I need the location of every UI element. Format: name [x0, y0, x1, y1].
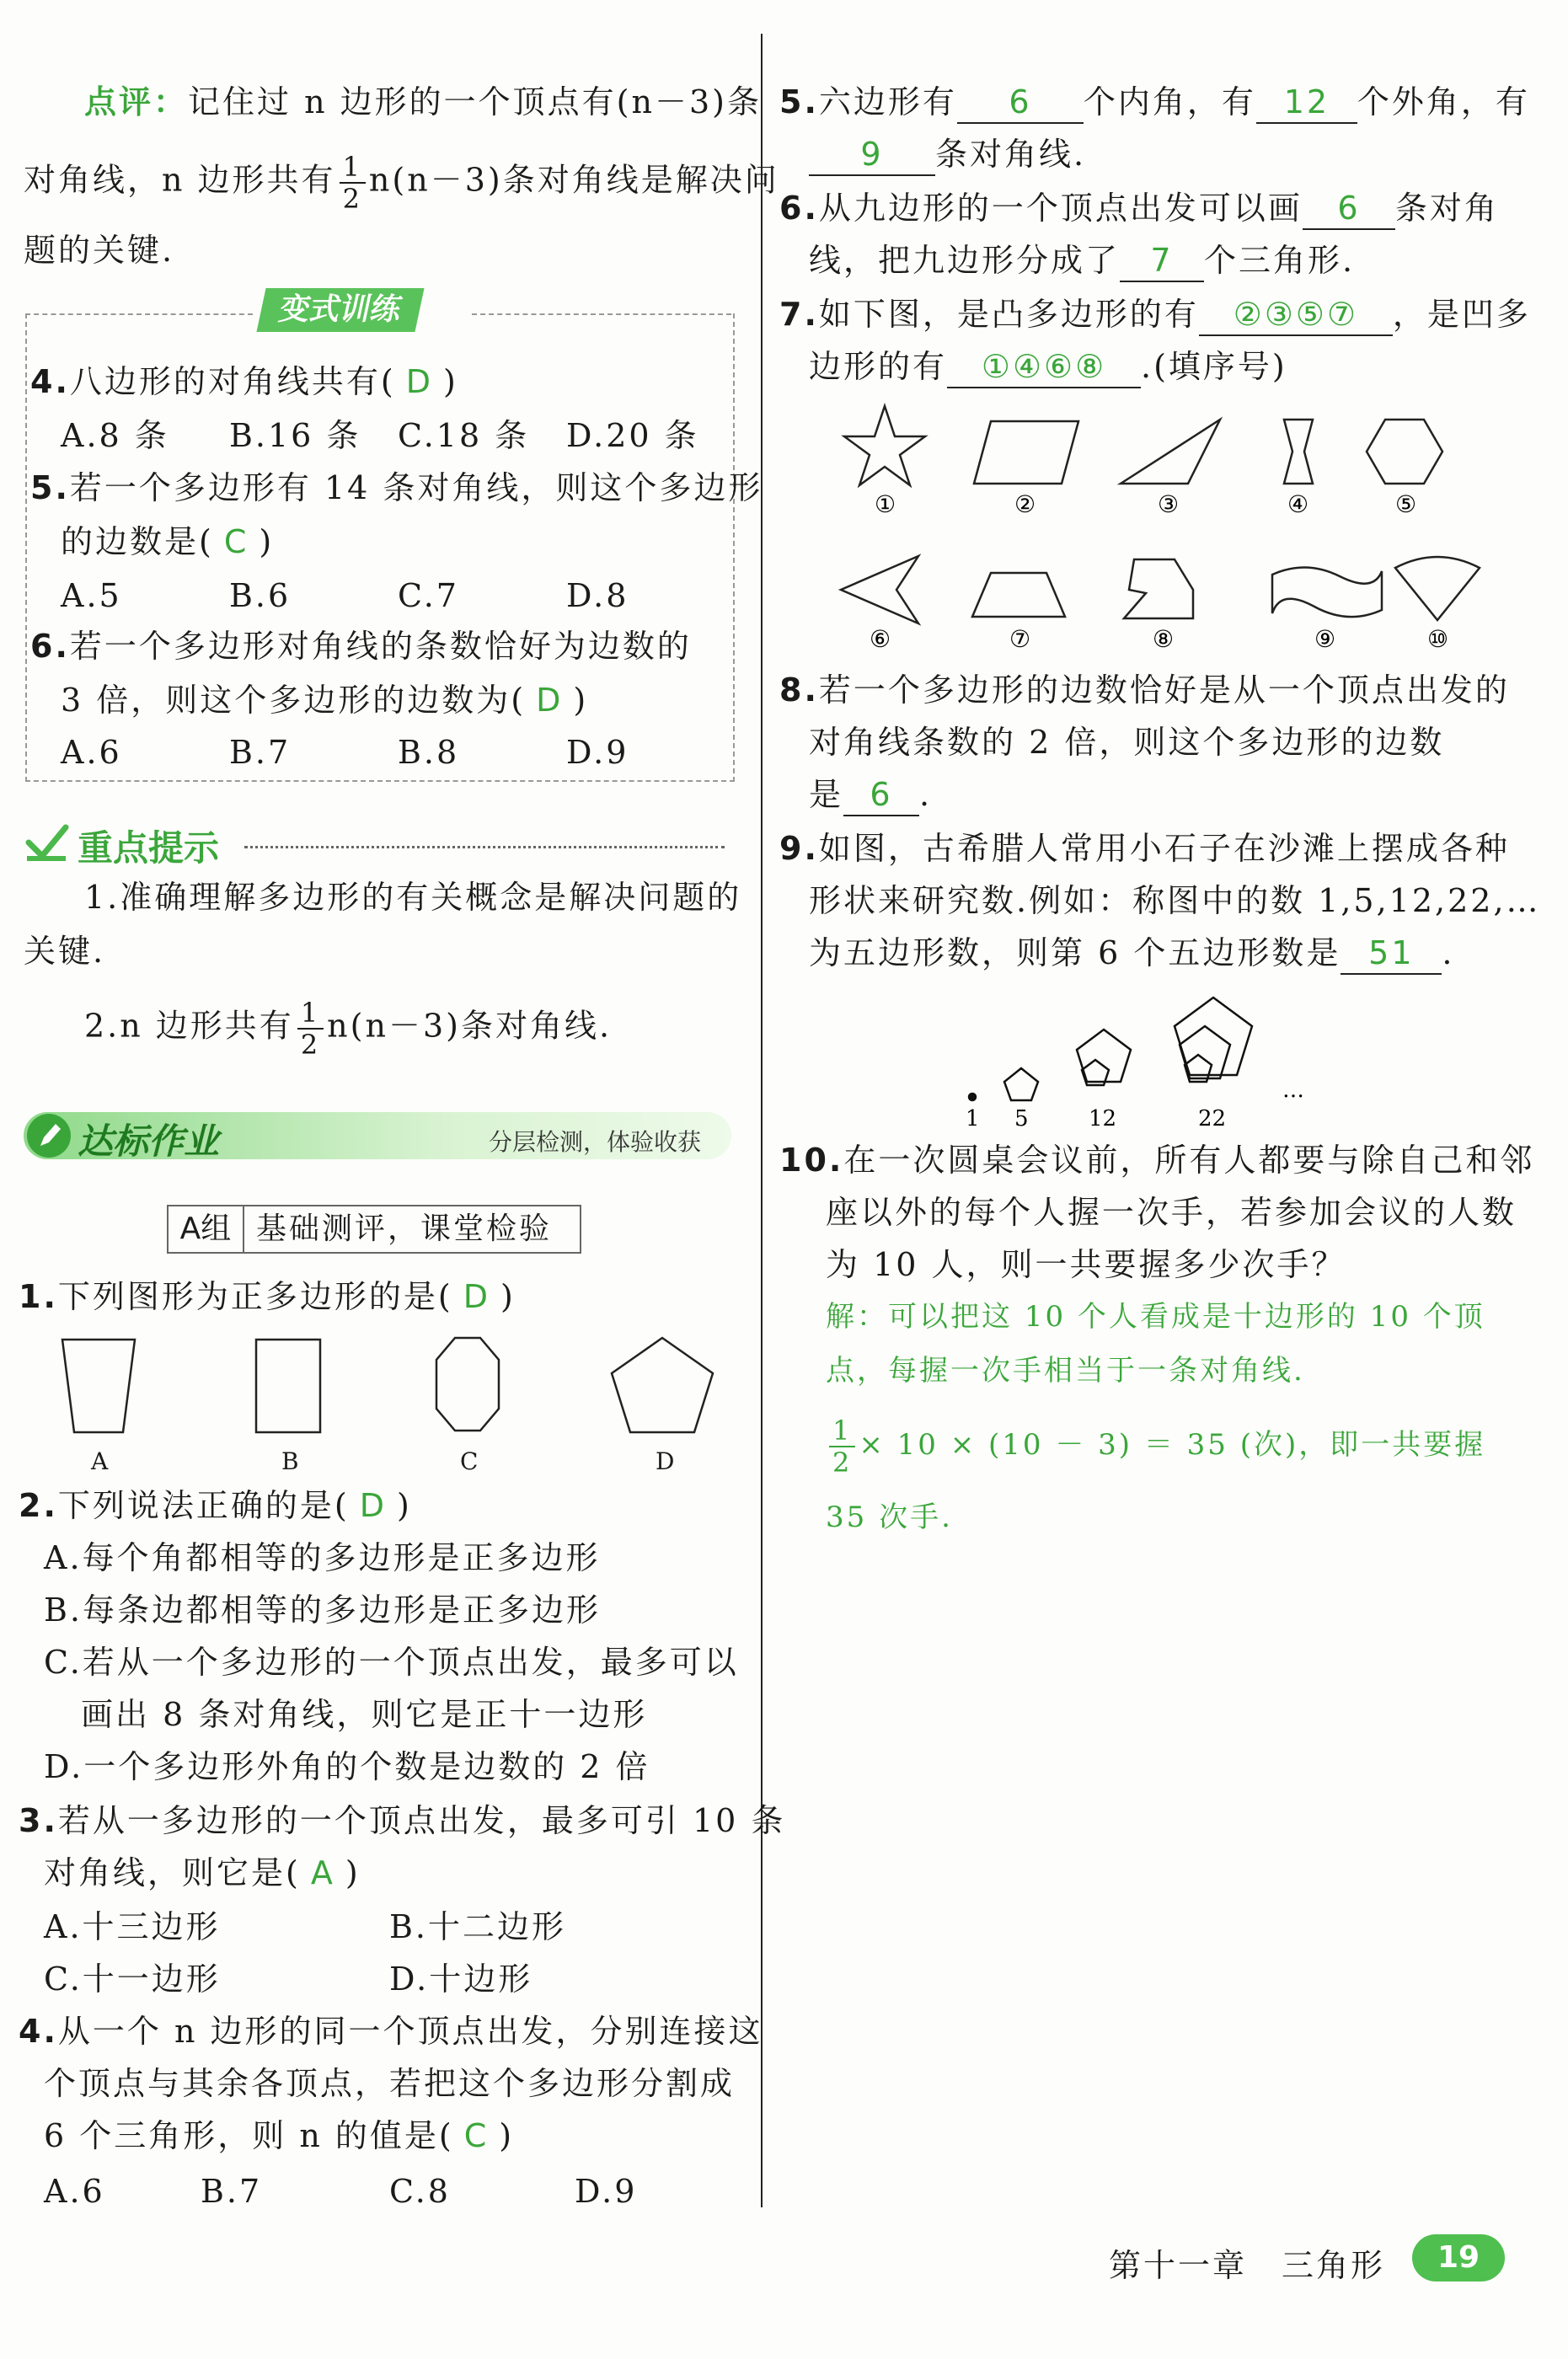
question-stem: 下列图形为正多边形的是(: [57, 1278, 453, 1315]
question-stem: 3 倍，则这个多边形的边数为(: [61, 682, 527, 719]
star-shape: [844, 406, 925, 485]
fraction-den: 2: [342, 183, 362, 215]
q9: [779, 822, 1510, 875]
question-text: .: [919, 776, 933, 813]
figure-label: ⑨: [1314, 625, 1336, 653]
pencil-icon: [25, 1112, 72, 1163]
comment-text: 记住过 n 边形的一个顶点有(n－3)条: [188, 83, 762, 120]
q2-option-b: B.每条边都相等的多边形是正多边形: [44, 1591, 602, 1629]
variant-q6: [30, 620, 692, 672]
question-stem: 下列说法正确的是(: [57, 1487, 350, 1524]
triangle-shape: [1121, 420, 1220, 484]
option: B.16 条: [229, 417, 361, 454]
question-text: .(填序号): [1141, 348, 1287, 385]
q7: [779, 288, 1531, 340]
paren: ): [573, 682, 589, 719]
q6: [779, 182, 1499, 234]
q10-line2: 座以外的每个人握一次手，若参加会议的人数: [826, 1194, 1517, 1231]
question-number: 4.: [30, 363, 70, 400]
dotted-rule: [244, 846, 725, 848]
question-stem: 若从一多边形的一个顶点出发，最多可引 10 条: [57, 1802, 786, 1839]
sector-shape: [1395, 557, 1480, 620]
question-text: 线，把九边形分成了: [809, 242, 1121, 279]
group-label: A组: [169, 1206, 244, 1252]
fraction-den: 2: [832, 1447, 853, 1479]
answer-blank: 7: [1120, 240, 1204, 282]
question-number: 4.: [19, 2013, 58, 2050]
q5: [779, 76, 1530, 128]
question-number: 9.: [779, 830, 819, 867]
q10-solution-4: 35 次手.: [826, 1500, 953, 1534]
question-number: 3.: [19, 1802, 58, 1839]
q9-line3: [809, 927, 1454, 979]
q10-line3: 为 10 人，则一共要握多少次手？: [826, 1246, 1346, 1283]
question-stem: 对角线，则它是(: [44, 1854, 301, 1891]
question-text: 如图，古希腊人常用小石子在沙滩上摆成各种: [818, 830, 1510, 867]
answer-blank: 51: [1341, 933, 1442, 975]
question-text: 从九边形的一个顶点出发可以画: [818, 190, 1303, 227]
options: [44, 2165, 718, 2217]
figure-label: ③: [1158, 490, 1180, 518]
answer: C: [463, 2117, 490, 2154]
comment-label: 点评：: [84, 83, 189, 120]
q7-line2: [809, 340, 1287, 393]
comment-line-1: [84, 76, 762, 128]
option: C.十一边形: [44, 1960, 221, 1998]
option: B.7: [201, 2173, 263, 2210]
question-number: 6.: [30, 628, 70, 665]
key-text: 2.n 边形共有: [84, 1007, 294, 1045]
option: A.6: [44, 2173, 105, 2210]
variant-title: 变式训练: [256, 288, 424, 332]
octagon-shape: [436, 1338, 499, 1431]
question-number: 2.: [19, 1487, 58, 1524]
answer-blank: 6: [957, 82, 1084, 124]
q10: [779, 1134, 1534, 1186]
question-number: 5.: [779, 83, 819, 120]
q1: [19, 1270, 516, 1323]
checkmark-icon: [24, 819, 71, 869]
group-box: [167, 1205, 581, 1254]
variant-q5-line2: [61, 516, 274, 568]
paren: ): [396, 1487, 412, 1524]
question-text: 若一个多边形的边数恰好是从一个顶点出发的: [818, 671, 1510, 709]
answer-blank: 9: [809, 134, 935, 176]
q4-line3: [44, 2110, 514, 2162]
question-text: 是: [809, 776, 844, 813]
question-stem: 的边数是(: [61, 523, 214, 560]
answer-blank: 6: [1303, 188, 1395, 230]
q9-line2: 形状来研究数.例如：称图中的数 1,5,12,22,…: [809, 882, 1541, 919]
trapezoid-shape: [972, 573, 1065, 617]
key-point-1b: 关键.: [24, 933, 106, 970]
question-number: 5.: [30, 469, 70, 506]
options: [44, 1953, 718, 2005]
answer: D: [536, 682, 564, 719]
option: B.6: [229, 577, 292, 614]
options: [44, 1901, 718, 1953]
key-point-1: 1.准确理解多边形的有关概念是解决问题的: [84, 879, 742, 916]
page-number: 19: [1412, 2234, 1505, 2281]
question-stem: 若一个多边形对角线的条数恰好为边数的: [69, 628, 692, 665]
option: A.8 条: [61, 417, 169, 454]
q2-option-a: A.每个角都相等的多边形是正多边形: [44, 1539, 601, 1576]
parallelogram-shape: [974, 421, 1078, 484]
option: A.5: [61, 577, 122, 614]
solution-text: × 10 × (10 － 3) ＝ 35 (次)，即一共要握: [859, 1428, 1486, 1462]
key-text: n(n－3)条对角线.: [327, 1007, 613, 1045]
q2: [19, 1479, 412, 1532]
figure-label: 1: [966, 1106, 980, 1131]
fraction-num: 1: [297, 998, 324, 1030]
option: D.十边形: [389, 1960, 533, 1998]
figure-label: D: [656, 1447, 675, 1475]
q4: [19, 2005, 763, 2057]
fraction: [829, 1415, 855, 1478]
wavy-shape: [1272, 567, 1382, 617]
figure-label: ②: [1014, 490, 1036, 518]
q6-line2: [809, 234, 1355, 286]
figure-label: 12: [1089, 1106, 1117, 1131]
q8-line3: [809, 768, 932, 821]
regular-pentagon-shape: [612, 1338, 713, 1432]
comment-line-2: [24, 152, 779, 214]
answer-blank: ①④⑥⑧: [947, 346, 1141, 388]
question-number: 8.: [779, 671, 819, 709]
option: B.8: [398, 734, 460, 771]
answer: D: [463, 1278, 490, 1315]
figure-label: ①: [875, 490, 896, 518]
figure-label: ⑤: [1395, 490, 1417, 518]
question-text: 个三角形.: [1204, 242, 1356, 279]
answer-blank: 12: [1256, 82, 1357, 124]
question-number: 1.: [19, 1278, 58, 1315]
q3: [19, 1795, 785, 1847]
question-text: 六边形有: [818, 83, 957, 120]
figure-label: 22: [1198, 1106, 1227, 1131]
column-divider: [761, 34, 763, 2207]
pentagon-12: [1077, 1030, 1131, 1082]
comment-text-2b: n(n－3)条对角线是解决问: [368, 161, 779, 199]
question-text: 为五边形数，则第 6 个五边形数是: [809, 934, 1341, 971]
option: C.8: [389, 2173, 451, 2210]
question-text: 如下图，是凸多边形的有: [818, 296, 1199, 333]
pentagon-5: [1004, 1068, 1038, 1100]
question-number: 10.: [779, 1142, 844, 1179]
comment-text-2a: 对角线，n 边形共有: [24, 161, 336, 199]
figure-label: …: [1282, 1078, 1304, 1103]
fraction-num: 1: [829, 1415, 855, 1447]
option: D.9: [575, 2173, 638, 2210]
answer: A: [310, 1854, 335, 1891]
question-stem: 八边形的对角线共有(: [69, 363, 396, 400]
fraction: [297, 998, 324, 1060]
comment-line-3: 题的关键.: [24, 232, 175, 269]
homework-title: 达标作业: [78, 1121, 220, 1162]
paren: ): [345, 1854, 361, 1891]
option: C.7: [398, 577, 459, 614]
group-title: 基础测评，课堂检验: [256, 1212, 553, 1246]
q3-line2: [44, 1847, 361, 1899]
q10-solution-3: [826, 1415, 1485, 1478]
dashed-rule: [25, 313, 253, 315]
hexagon-shape: [1367, 420, 1442, 484]
dashed-rule: [472, 313, 731, 315]
answer: C: [223, 523, 249, 560]
chapter-footer: 第十一章 三角形: [1109, 2247, 1386, 2284]
q2-option-d: D.一个多边形外角的个数是边数的 2 倍: [44, 1748, 650, 1785]
answer: D: [359, 1487, 387, 1524]
figure-label: ⑧: [1153, 625, 1175, 653]
question-text: 条对角线.: [935, 136, 1087, 173]
question-text: 个内角，有: [1083, 83, 1256, 120]
concave-hourglass-shape: [1284, 420, 1313, 484]
question-text: ，是凹多: [1392, 296, 1531, 333]
option: C.18 条: [398, 417, 530, 454]
question-number: 7.: [779, 296, 819, 333]
question-text: 个外角，有: [1357, 83, 1530, 120]
arrowhead-shape: [841, 556, 918, 623]
figure-label: A: [91, 1447, 109, 1475]
figure-label: B: [281, 1447, 299, 1475]
key-point-2: [84, 998, 612, 1060]
question-number: 6.: [779, 190, 819, 227]
question-stem: 若一个多边形有 14 条对角线，则这个多边形: [69, 469, 763, 506]
fraction-num: 1: [340, 152, 366, 184]
question-stem: 6 个三角形，则 n 的值是(: [44, 2117, 454, 2154]
answer: D: [405, 363, 433, 400]
figure-label: ⑥: [870, 625, 891, 653]
fraction-den: 2: [300, 1029, 321, 1061]
q8-line2: 对角线条数的 2 倍，则这个多边形的边数: [809, 724, 1445, 761]
pentagonal-numbers-figure: [952, 987, 1323, 1134]
option: A.6: [61, 734, 122, 771]
question-text: 条对角: [1394, 190, 1499, 227]
q10-solution-2: 点，每握一次手相当于一条对角线.: [826, 1354, 1305, 1388]
q4-line2: 个顶点与其余各顶点，若把这个多边形分割成: [44, 2065, 736, 2102]
figure-label: 5: [1014, 1106, 1029, 1131]
question-text: 边形的有: [809, 348, 948, 385]
figure-label: ⑩: [1427, 625, 1449, 653]
option: A.十三边形: [44, 1908, 221, 1945]
rectangle-shape: [256, 1340, 320, 1432]
answer-blank: 6: [843, 774, 919, 816]
option: B.7: [229, 734, 292, 771]
variant-q6-line2: [61, 674, 588, 726]
q10-solution-1: 解：可以把这 10 个人看成是十边形的 10 个顶: [826, 1300, 1485, 1334]
option: B.十二边形: [389, 1908, 567, 1945]
q8: [779, 664, 1510, 716]
question-text: 在一次圆桌会议前，所有人都要与除自己和邻: [843, 1142, 1535, 1179]
variant-q5: [30, 462, 763, 514]
key-title: 重点提示: [78, 827, 220, 869]
homework-subtitle: 分层检测，体验收获: [489, 1128, 702, 1156]
question-text: .: [1442, 934, 1455, 971]
paren: ): [500, 1278, 516, 1315]
q7-figures: [826, 403, 1517, 659]
paren: ): [499, 2117, 515, 2154]
q5-line2: [809, 128, 1086, 180]
question-stem: 从一个 n 边形的同一个顶点出发，分别连接这: [57, 2013, 763, 2050]
option: D.9: [566, 734, 629, 771]
q2-option-c2: 画出 8 条对角线，则它是正十一边形: [81, 1696, 648, 1733]
stone-dot: [969, 1094, 976, 1100]
answer-blank: ②③⑤⑦: [1199, 294, 1393, 336]
figure-label: C: [460, 1447, 479, 1475]
q1-figures: [34, 1331, 725, 1486]
variant-q4: [30, 356, 458, 408]
option: D.8: [566, 577, 629, 614]
trapezoid-shape: [62, 1340, 135, 1432]
q2-option-c: C.若从一个多边形的一个顶点出发，最多可以: [44, 1644, 739, 1681]
figure-label: ⑦: [1009, 625, 1031, 653]
paren: ): [442, 363, 458, 400]
figure-label: ④: [1287, 490, 1309, 518]
concave-polygon-shape: [1124, 559, 1193, 618]
option: D.20 条: [566, 417, 699, 454]
fraction: [340, 152, 366, 214]
paren: ): [259, 523, 275, 560]
